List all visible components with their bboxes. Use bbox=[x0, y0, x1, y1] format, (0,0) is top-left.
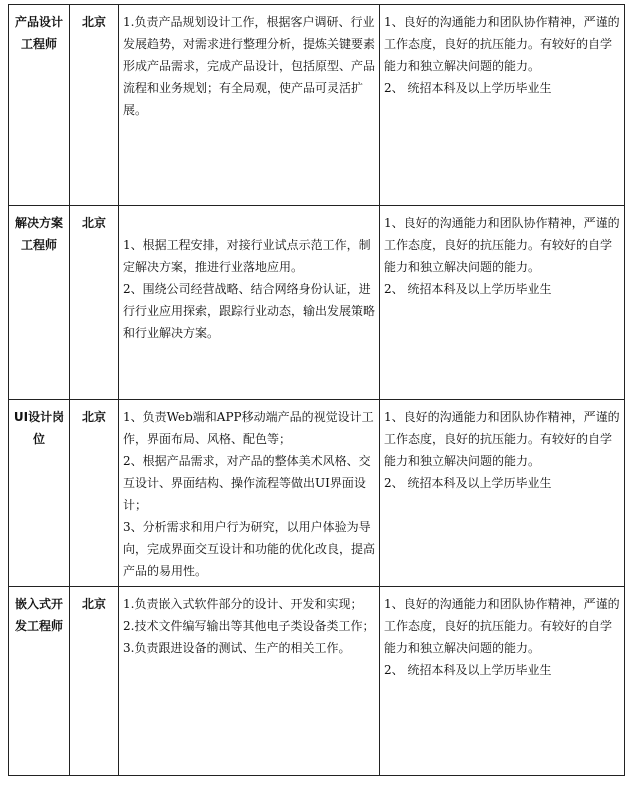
requirement-item: 1、良好的沟通能力和团队协作精神，严谨的工作态度，良好的抗压能力。有较好的自学能力和独立解决问题的能力。 bbox=[384, 597, 620, 655]
requirement-item: 1、良好的沟通能力和团队协作精神，严谨的工作态度，良好的抗压能力。有较好的自学能力和独立解决问题的能力。 bbox=[384, 15, 620, 73]
duty-item: 2、围绕公司经营战略、结合网络身份认证，进行行业应用探索，跟踪行业动态，输出发展策略和行业解决方案。 bbox=[123, 282, 376, 340]
duty-item: 1.负责产品规划设计工作，根据客户调研、行业发展趋势，对需求进行整理分析，提炼关键要素形成产品需求，完成产品设计，包括原型、产品流程和业务规划；有全局观，使产品可灵活扩展。 bbox=[123, 15, 376, 117]
job-listing-table bbox=[8, 4, 625, 776]
job-requirements-cell bbox=[380, 5, 625, 206]
duty-item: 1.负责嵌入式软件部分的设计、开发和实现； bbox=[123, 597, 363, 611]
job-duties-cell bbox=[119, 400, 380, 587]
requirement-item: 2、 统招本科及以上学历毕业生 bbox=[384, 663, 552, 677]
job-location-cell: 北京 bbox=[70, 587, 119, 776]
job-duties-cell bbox=[119, 5, 380, 206]
requirement-item: 2、 统招本科及以上学历毕业生 bbox=[384, 282, 552, 296]
job-requirements-cell bbox=[380, 206, 625, 400]
job-requirements-cell bbox=[380, 400, 625, 587]
job-location-cell: 北京 bbox=[70, 206, 119, 400]
job-title-cell: UI设计岗位 bbox=[9, 400, 70, 587]
job-location-cell: 北京 bbox=[70, 400, 119, 587]
job-row-ui-designer bbox=[9, 400, 625, 587]
job-title-cell: 产品设计工程师 bbox=[9, 5, 70, 206]
job-row-solution-engineer bbox=[9, 206, 625, 400]
requirement-item: 1、良好的沟通能力和团队协作精神，严谨的工作态度，良好的抗压能力。有较好的自学能力和独立解决问题的能力。 bbox=[384, 410, 620, 468]
duty-item: 3.负责跟进设备的测试、生产的相关工作。 bbox=[123, 641, 351, 655]
duty-item: 1、负责Web端和APP移动端产品的视觉设计工作，界面布局、风格、配色等； bbox=[123, 410, 374, 446]
duty-item: 2、根据产品需求，对产品的整体美术风格、交互设计、界面结构、操作流程等做出UI界面设计； bbox=[123, 454, 371, 512]
job-title-cell: 嵌入式开发工程师 bbox=[9, 587, 70, 776]
duty-item: 3、分析需求和用户行为研究，以用户体验为导向，完成界面交互设计和功能的优化改良，提高产品的易用性。 bbox=[123, 520, 376, 578]
job-title-cell: 解决方案工程师 bbox=[9, 206, 70, 400]
requirement-item: 1、良好的沟通能力和团队协作精神，严谨的工作态度，良好的抗压能力。有较好的自学能力和独立解决问题的能力。 bbox=[384, 216, 620, 274]
requirement-item: 2、 统招本科及以上学历毕业生 bbox=[384, 476, 552, 490]
requirement-item: 2、 统招本科及以上学历毕业生 bbox=[384, 81, 552, 95]
job-row-product-designer bbox=[9, 5, 625, 206]
blank-line bbox=[123, 212, 375, 234]
job-requirements-cell bbox=[380, 587, 625, 776]
job-duties-cell bbox=[119, 587, 380, 776]
job-location-cell: 北京 bbox=[70, 5, 119, 206]
job-duties-cell bbox=[119, 206, 380, 400]
job-row-embedded-engineer bbox=[9, 587, 625, 776]
duty-item: 1、根据工程安排，对接行业试点示范工作，制定解决方案，推进行业落地应用。 bbox=[123, 238, 371, 274]
duty-item: 2.技术文件编写输出等其他电子类设备类工作； bbox=[123, 619, 375, 633]
